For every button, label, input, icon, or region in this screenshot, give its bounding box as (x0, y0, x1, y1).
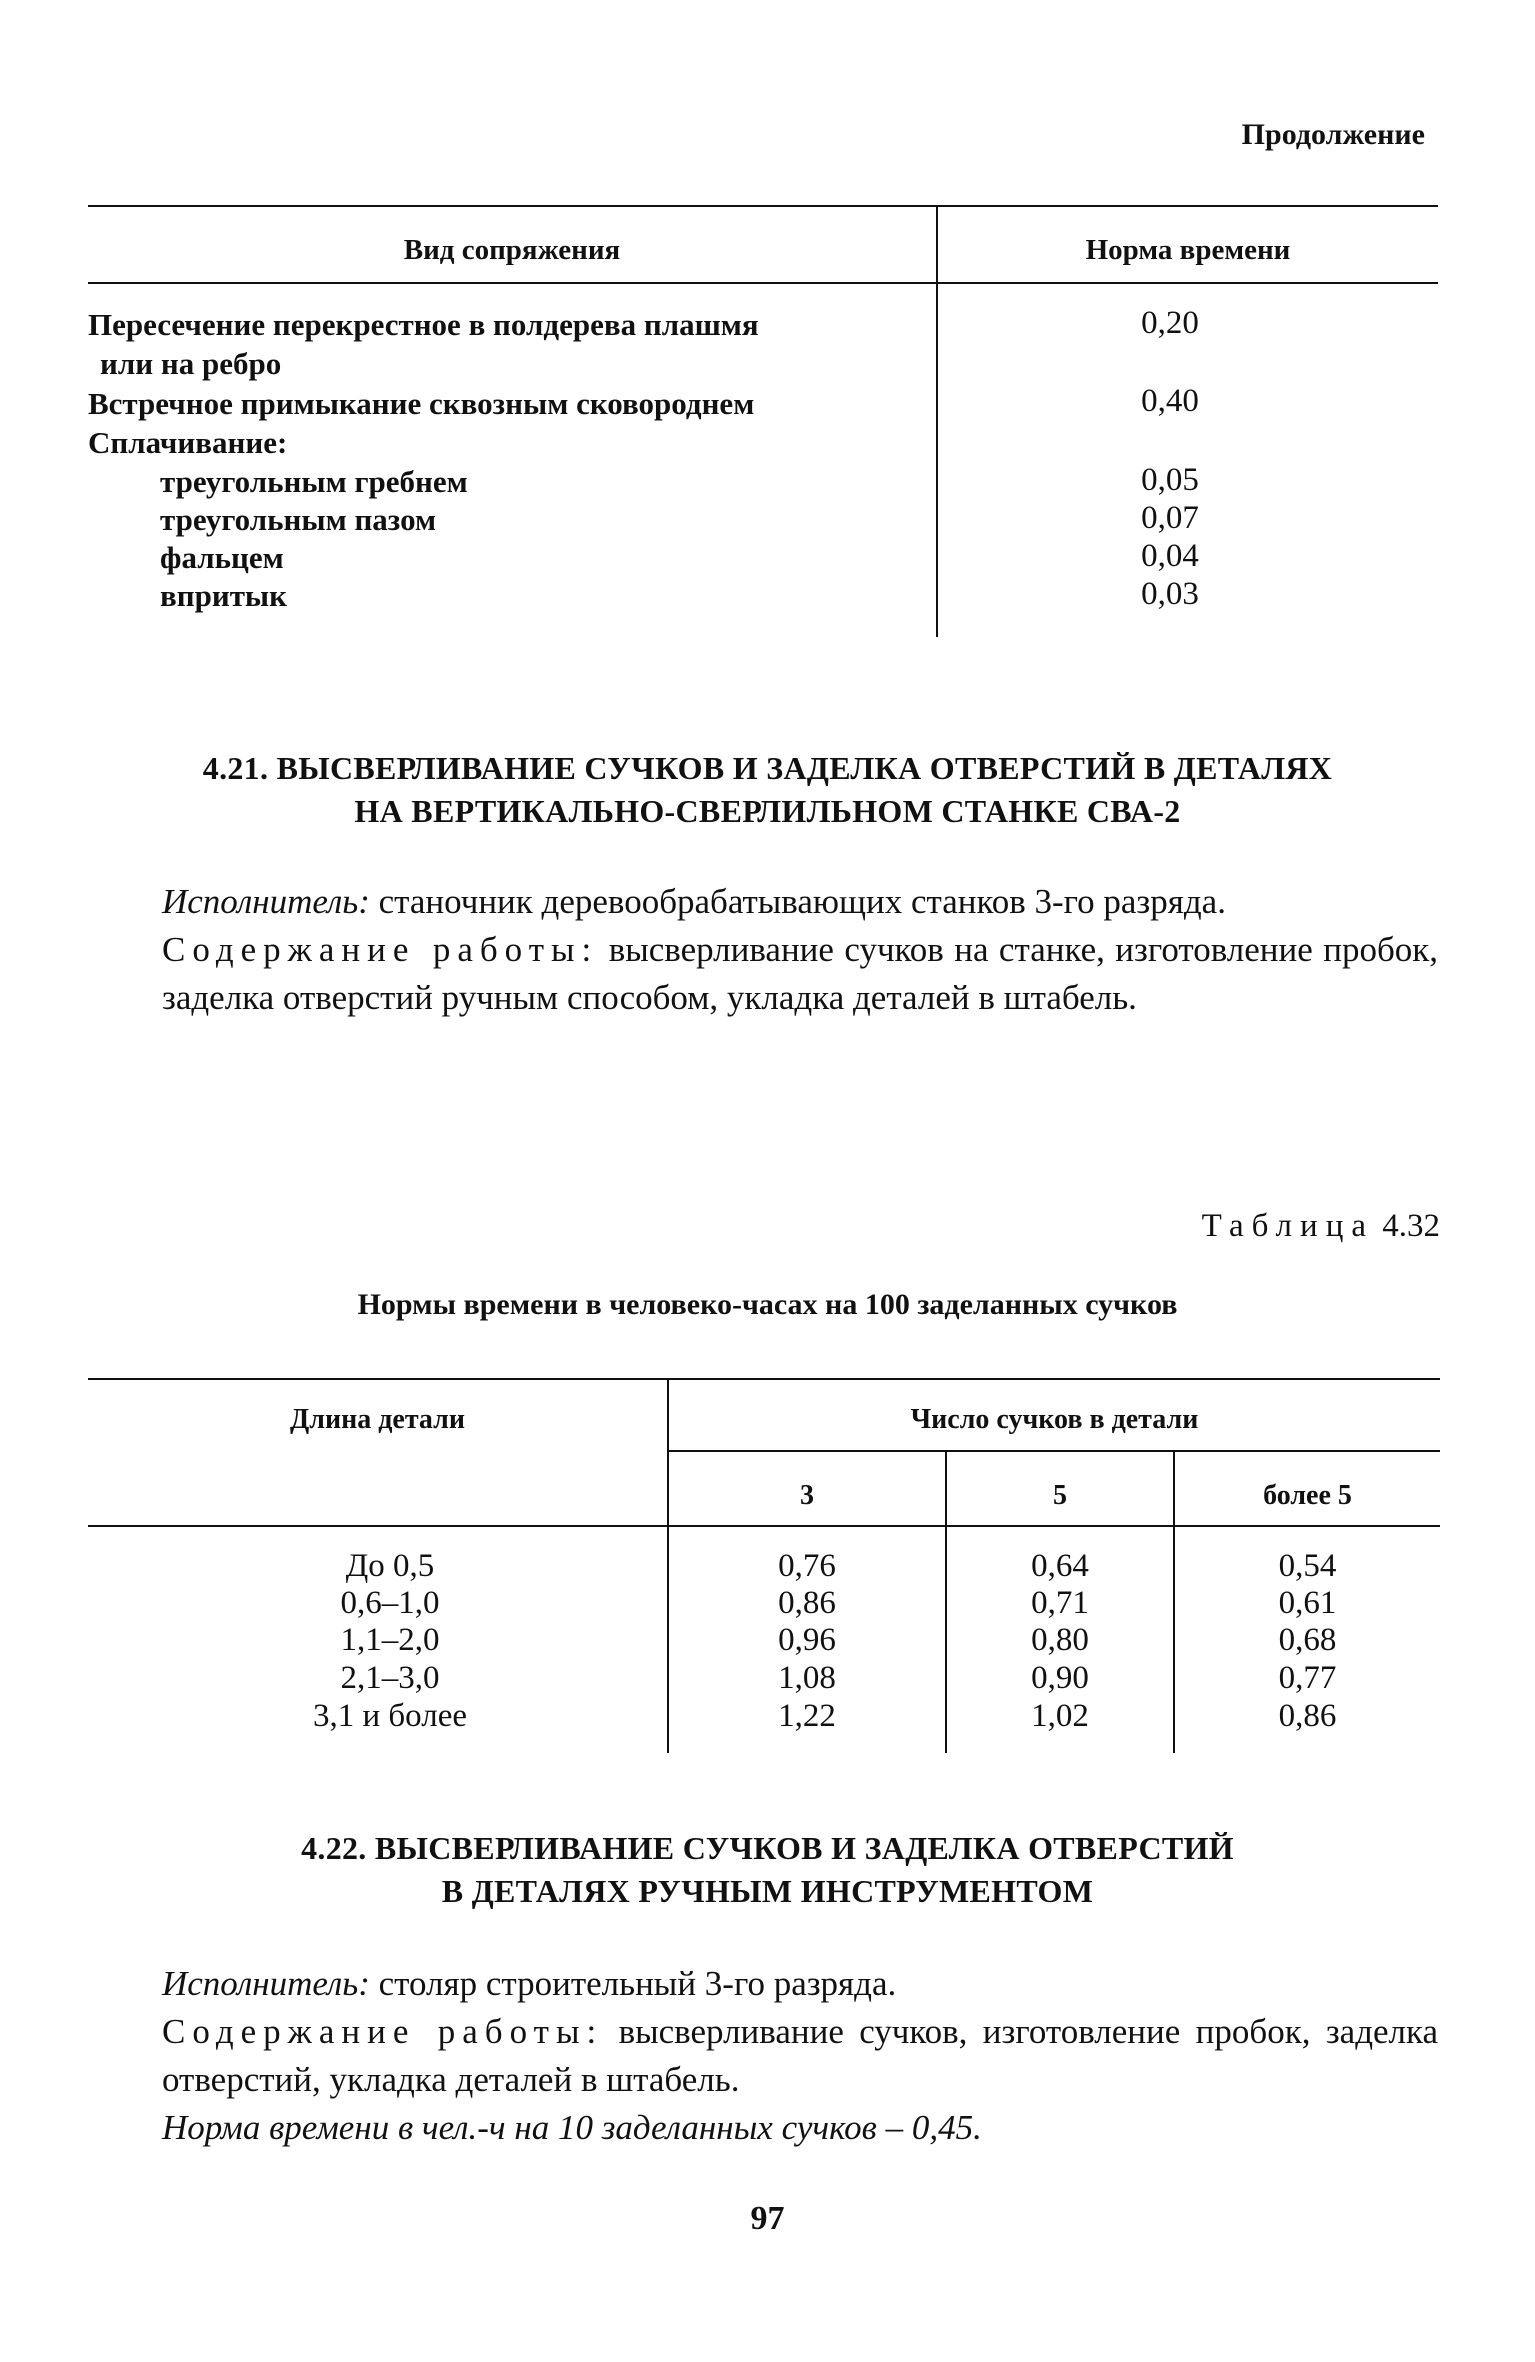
table1-row-name: треугольным гребнем (160, 464, 468, 499)
table2-value: 0,96 (778, 1622, 836, 1658)
table1-header-rule (88, 282, 1438, 284)
table2-top-rule (88, 1378, 1440, 1380)
table-label: Таблица (1201, 1208, 1374, 1244)
norm-text: Норма времени в чел.-ч на 10 заделанных сучков – 0,45. (162, 2108, 982, 2147)
table1-row-name: треугольным пазом (160, 502, 437, 537)
continued-label: Продолжение (1241, 118, 1425, 151)
table2-group-rule (667, 1450, 1440, 1452)
section-421-title-line1: 4.21. ВЫСВЕРЛИВАНИЕ СУЧКОВ И ЗАДЕЛКА ОТВЕРСТИЙ В ДЕТАЛЯХ (202, 750, 1333, 786)
table2-value: 1,02 (1031, 1698, 1089, 1734)
table1-row-name: впритык (160, 578, 287, 613)
executor-text: столяр строительный 3-го разряда. (378, 1964, 897, 2003)
table1-row-value: 0,05 (1141, 462, 1199, 498)
section-421-title-line2: НА ВЕРТИКАЛЬНО-СВЕРЛИЛЬНОМ СТАНКЕ СВА-2 (354, 793, 1181, 829)
table1-row-value: 0,07 (1141, 500, 1199, 536)
table2-value: 0,86 (1278, 1698, 1337, 1734)
table1-header-type: Вид сопряжения (403, 234, 621, 266)
table-number-value: 4.32 (1382, 1208, 1440, 1244)
table2-header-rule (88, 1525, 1440, 1527)
section-422-title-line2: В ДЕТАЛЯХ РУЧНЫМ ИНСТРУМЕНТОМ (441, 1873, 1094, 1909)
table2-row-header: Длина детали (289, 1404, 465, 1435)
content-label: Содержание работы: (162, 2012, 604, 2051)
table2-value: 0,68 (1278, 1622, 1337, 1658)
content-text: высверливание сучков на станке, изготовление пробок, заделка отверстий ручным способом, укладка деталей в штабель. (162, 930, 1439, 1017)
table1-row-name: или на ребро (100, 346, 282, 381)
table2-col-header: 5 (1053, 1480, 1067, 1511)
table1-row-name: Сплачивание: (88, 425, 288, 460)
table2-value: 0,76 (778, 1548, 836, 1584)
table2-length: 0,6–1,0 (340, 1585, 440, 1621)
executor-label: Исполнитель: (162, 882, 370, 921)
table2-length: 3,1 и более (312, 1698, 468, 1734)
table2-value: 0,64 (1031, 1548, 1089, 1584)
table2-value: 1,08 (778, 1660, 836, 1696)
table1-column-divider (936, 205, 938, 637)
table2-col-header: 3 (800, 1480, 814, 1511)
table2-value: 0,71 (1031, 1585, 1089, 1621)
table2-group-header: Число сучков в детали (910, 1404, 1199, 1435)
table2-value: 1,22 (778, 1698, 836, 1734)
table-number (1202, 1208, 1440, 1245)
table2-value: 0,80 (1031, 1622, 1089, 1658)
table1-row-name: Встречное примыкание сквозным сковороднем (88, 386, 755, 421)
table-caption: Нормы времени в человеко-часах на 100 заделанных сучков (357, 1288, 1178, 1321)
section-421-body (162, 878, 1438, 1022)
table1-top-rule (88, 205, 1438, 207)
table2-col-header: более 5 (1263, 1480, 1352, 1511)
table2-value: 0,54 (1278, 1548, 1337, 1584)
table1-row-value: 0,20 (1141, 305, 1199, 341)
table2-value: 0,77 (1278, 1660, 1337, 1696)
section-422-title-line1: 4.22. ВЫСВЕРЛИВАНИЕ СУЧКОВ И ЗАДЕЛКА ОТВЕРСТИЙ (301, 1830, 1234, 1866)
page-number: 97 (750, 2200, 785, 2237)
content-text: высверливание сучков, изготовление пробок, заделка отверстий, укладка деталей в штабель. (162, 2012, 1439, 2099)
table2-value: 0,90 (1031, 1660, 1089, 1696)
section-422-body (162, 1960, 1438, 2152)
table1-row-name: Пересечение перекрестное в полдерева плашмя (88, 307, 759, 342)
table2-length: 2,1–3,0 (340, 1660, 440, 1696)
table1-row-value: 0,40 (1141, 383, 1199, 419)
table2-value: 0,61 (1278, 1585, 1337, 1621)
table1-header-norm: Норма времени (1085, 234, 1291, 266)
executor-label: Исполнитель: (162, 1964, 370, 2003)
table1-row-value: 0,03 (1141, 576, 1199, 612)
content-label: Содержание работы: (162, 930, 599, 969)
table1-row-value: 0,04 (1141, 538, 1199, 574)
table1-row-name: фальцем (160, 540, 284, 575)
table2-length: До 0,5 (345, 1548, 435, 1584)
table2-value: 0,86 (778, 1585, 836, 1621)
executor-text: станочник деревообрабатывающих станков 3-го разряда. (378, 882, 1226, 921)
table2-length: 1,1–2,0 (340, 1622, 440, 1658)
